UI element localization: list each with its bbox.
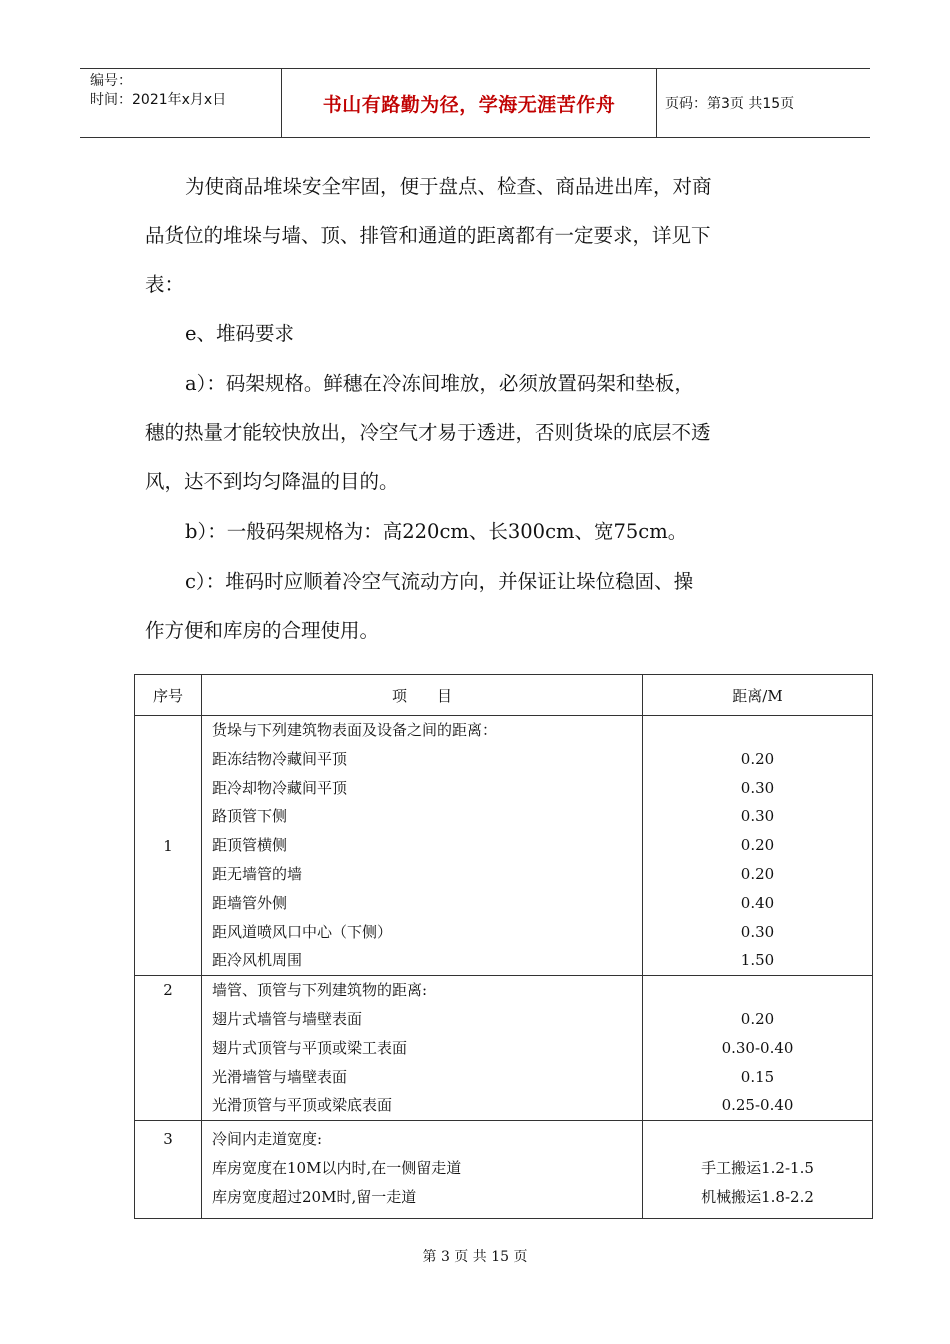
- table-row-item: 距顶管横侧: [212, 836, 288, 855]
- group-1-no: 1: [135, 716, 202, 976]
- a-line-1: a）：码架规格。鲜穗在冷冻间堆放，必须放置码架和垫板，: [185, 372, 694, 395]
- table-row-distance: 0.20: [740, 749, 775, 768]
- header-meta: [80, 69, 280, 137]
- group-2-no: [135, 976, 202, 1121]
- group-1-items: [202, 716, 643, 976]
- table-row-distance: 手工搬运1.2-1.5: [701, 1158, 814, 1177]
- a-line-2: 穗的热量才能较快放出，冷空气才易于透进，否则货垛的底层不透: [145, 421, 711, 444]
- header-page-info: [665, 69, 870, 137]
- table-row-distance: 0.30: [740, 922, 775, 941]
- table-row-item: 距冷风机周围: [212, 951, 303, 970]
- paragraph-a: [145, 359, 810, 506]
- table-row-distance: 0.20: [740, 836, 775, 855]
- table-row-item: 路顶管下侧: [212, 807, 288, 826]
- header-no: 序号: [135, 675, 202, 716]
- group-3-items: [202, 1121, 643, 1218]
- page-footer: [0, 1246, 950, 1266]
- intro-line-1: 为使商品堆垛安全牢固，便于盘点、检查、商品进出库，对商: [185, 175, 712, 198]
- group-2-distances: [643, 976, 873, 1121]
- table-header-row: [135, 675, 873, 716]
- group-3-title: 冷间内走道宽度:: [212, 1130, 323, 1149]
- table-row-distance: 机械搬运1.8-2.2: [701, 1187, 814, 1206]
- group-3-distances: [643, 1121, 873, 1218]
- c-line-1: c）：堆码时应顺着冷空气流动方向，并保证让垛位稳固、操: [185, 570, 694, 593]
- table-row-item: 翅片式墙管与墙壁表面: [212, 1009, 363, 1028]
- header-distance: 距离/M: [643, 675, 873, 716]
- paragraph-b: [145, 507, 810, 556]
- table-group-1: [135, 716, 873, 976]
- table-row-distance: 0.20: [740, 864, 775, 883]
- table-row-item: 光滑顶管与平顶或梁底表面: [212, 1096, 393, 1115]
- table-row-distance: 0.40: [740, 893, 775, 912]
- distance-table: [134, 674, 873, 1219]
- group-1-title: 货垛与下列建筑物表面及设备之间的距离：: [212, 721, 498, 739]
- table-group-3: [135, 1121, 873, 1218]
- header-item: 项 目: [202, 675, 643, 716]
- table-row-item: 距墙管外侧: [212, 893, 288, 912]
- group-3-no: [135, 1121, 202, 1218]
- table-row-item: 距冷却物冷藏间平顶: [212, 778, 348, 797]
- table-group-2: [135, 976, 873, 1121]
- table-row-distance: 0.30: [740, 807, 775, 826]
- table-row-distance: 1.50: [740, 951, 775, 970]
- group-2-no-text: 2: [163, 981, 173, 1000]
- table-row-distance: 0.30-0.40: [721, 1038, 794, 1057]
- time-label: 时间：2021年x月x日: [90, 92, 227, 108]
- table-row-item: 距冻结物冷藏间平顶: [212, 749, 348, 768]
- heading-e-text: e、堆码要求: [185, 322, 295, 345]
- intro-line-2: 品货位的堆垛与墙、顶、排管和通道的距离都有一定要求，详见下: [145, 224, 711, 247]
- table-row-distance: 0.20: [740, 1009, 775, 1028]
- group-1-distances: [643, 716, 873, 976]
- number-label: 编号：: [90, 73, 132, 89]
- footer-page-number: 第 3 页 共 15 页: [422, 1249, 528, 1265]
- table-row-distance: 0.30: [740, 778, 775, 797]
- group-2-title: 墙管、顶管与下列建筑物的距离:: [212, 981, 428, 1000]
- table-row-item: 距无墙管的墙: [212, 864, 303, 883]
- paragraph-intro: [145, 162, 810, 309]
- group-2-items: [202, 976, 643, 1121]
- table-row-item: 光滑墙管与墙壁表面: [212, 1067, 348, 1086]
- table-row-item: 翅片式顶管与平顶或梁工表面: [212, 1038, 408, 1057]
- section-heading-e: [145, 309, 810, 358]
- page-header: [80, 68, 870, 138]
- table-row-item: 距风道喷风口中心（下侧）: [212, 922, 393, 941]
- header-motto: 书山有路勤为径，学海无涯苦作舟: [281, 69, 657, 137]
- intro-line-3: 表：: [145, 273, 185, 296]
- group-3-no-text: 3: [163, 1130, 173, 1149]
- table-row-distance: 0.15: [740, 1067, 775, 1086]
- page-info-text: 页码：第3页 共15页: [665, 96, 795, 112]
- table-row-item: 库房宽度超过20M时,留一走道: [212, 1187, 417, 1206]
- table-row-distance: 0.25-0.40: [721, 1096, 794, 1115]
- c-line-2: 作方便和库房的合理使用。: [145, 619, 380, 642]
- table-row-item: 库房宽度在10M以内时,在一侧留走道: [212, 1158, 462, 1177]
- a-line-3: 风，达不到均匀降温的目的。: [145, 470, 399, 493]
- paragraph-c: [145, 557, 810, 655]
- b-line-1: b）：一般码架规格为：高220cm、长300cm、宽75cm。: [185, 520, 688, 543]
